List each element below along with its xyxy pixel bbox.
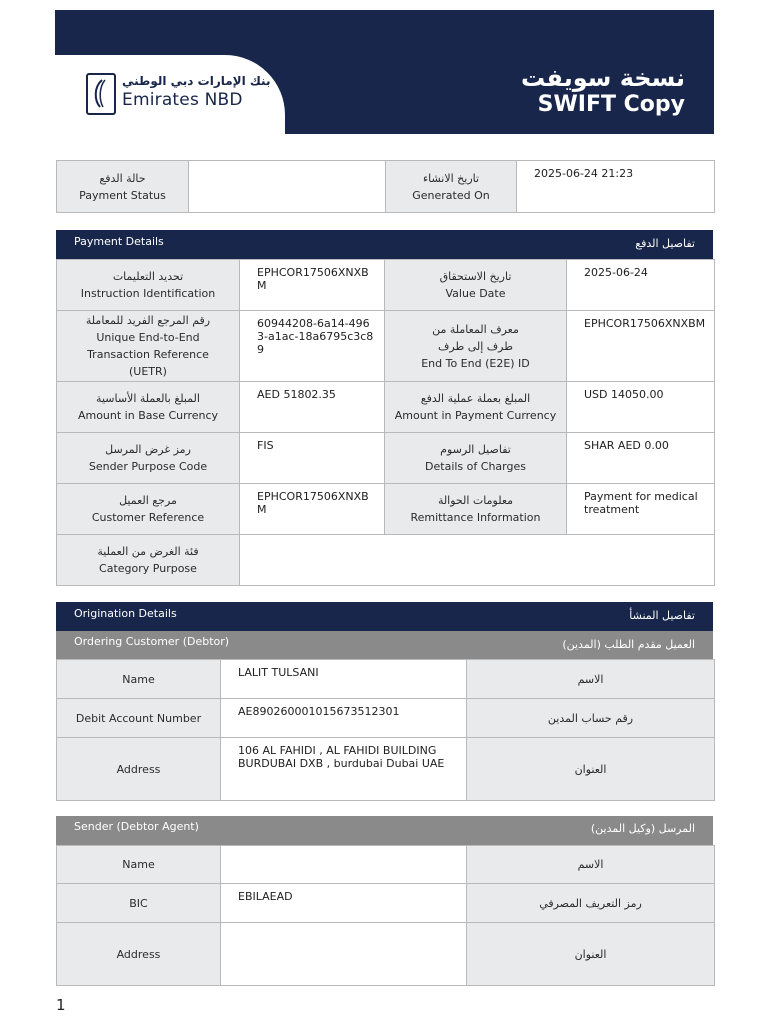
- status-table: [56, 160, 715, 213]
- payment-status-label: حالة الدفع Payment Status: [57, 161, 189, 213]
- section-title-english: Origination Details: [74, 607, 177, 620]
- origination-details-header: [56, 602, 713, 631]
- table-row: [57, 382, 715, 433]
- field-label: تحديد التعليمات Instruction Identification: [57, 260, 240, 311]
- field-label: Address: [57, 738, 221, 801]
- field-label-arabic: العنوان: [467, 738, 715, 801]
- bank-logo-icon: [86, 73, 116, 115]
- field-label: Name: [57, 660, 221, 699]
- field-value: FIS: [240, 433, 385, 484]
- field-value: AE890260001015673512301: [221, 699, 467, 738]
- table-row: [57, 433, 715, 484]
- table-row: [57, 923, 715, 986]
- table-row: [57, 699, 715, 738]
- debtor-agent-table: [56, 845, 715, 986]
- field-value: Payment for medical treatment: [567, 484, 715, 535]
- field-label-arabic: الاسم: [467, 846, 715, 884]
- table-row: [57, 484, 715, 535]
- payment-details-header: [56, 230, 713, 259]
- table-row: [57, 846, 715, 884]
- field-label: Name: [57, 846, 221, 884]
- field-value: [221, 923, 467, 986]
- section-title-english: Payment Details: [74, 235, 164, 248]
- subsection-title-arabic: المرسل (وكيل المدين): [590, 822, 695, 835]
- generated-on-value: 2025-06-24 21:23: [517, 161, 715, 213]
- field-value: 106 AL FAHIDI , AL FAHIDI BUILDING BURDUBAI DXB , burdubai Dubai UAE: [221, 738, 467, 801]
- table-row: [57, 535, 715, 586]
- field-value: 60944208-6a14-4963-a1ac-18a6795c3c89: [240, 311, 385, 382]
- bank-name-arabic: بنك الإمارات دبي الوطني: [122, 74, 271, 88]
- field-label: مرجع العميل Customer Reference: [57, 484, 240, 535]
- field-value: EBILAEAD: [221, 884, 467, 923]
- debtor-subheader: [56, 631, 713, 659]
- subsection-title-english: Ordering Customer (Debtor): [74, 635, 230, 648]
- field-value: LALIT TULSANI: [221, 660, 467, 699]
- bank-name-english: Emirates NBD: [122, 90, 243, 110]
- field-value: [221, 846, 467, 884]
- debtor-agent-header: [56, 816, 713, 845]
- debtor-table: [56, 659, 715, 801]
- field-label: معلومات الحوالة Remittance Information: [385, 484, 567, 535]
- field-label: Debit Account Number: [57, 699, 221, 738]
- document-title-arabic: نسخة سويفت: [521, 64, 685, 92]
- field-value: SHAR AED 0.00: [567, 433, 715, 484]
- field-label-arabic: رمز التعريف المصرفي: [467, 884, 715, 923]
- document-title-english: SWIFT Copy: [537, 92, 685, 117]
- field-label-arabic: العنوان: [467, 923, 715, 986]
- field-value: USD 14050.00: [567, 382, 715, 433]
- payment-status-value: [189, 161, 386, 213]
- field-label-arabic: الاسم: [467, 660, 715, 699]
- section-title-arabic: تفاصيل المنشأ: [629, 609, 695, 622]
- section-title-arabic: تفاصيل الدفع: [635, 237, 695, 250]
- field-value: EPHCOR17506XNXBM: [567, 311, 715, 382]
- field-label: تاريخ الاستحقاق Value Date: [385, 260, 567, 311]
- table-row: [57, 884, 715, 923]
- field-label: معرف المعاملة من طرف إلى طرف End To End (E2E) ID: [385, 311, 567, 382]
- field-label: رقم المرجع الفريد للمعاملة Unique End-to-End Transaction Reference (UETR): [57, 311, 240, 382]
- field-value: 2025-06-24: [567, 260, 715, 311]
- field-label: BIC: [57, 884, 221, 923]
- generated-on-label: تاريخ الانشاء Generated On: [386, 161, 517, 213]
- subsection-title-english: Sender (Debtor Agent): [74, 820, 199, 833]
- field-label-arabic: رقم حساب المدين: [467, 699, 715, 738]
- page-number: 1: [56, 996, 66, 1014]
- table-row: [57, 260, 715, 311]
- field-value: EPHCOR17506XNXB M: [240, 260, 385, 311]
- table-row: [57, 311, 715, 382]
- field-value: AED 51802.35: [240, 382, 385, 433]
- table-row: [57, 660, 715, 699]
- field-label: رمز غرض المرسل Sender Purpose Code: [57, 433, 240, 484]
- field-value: EPHCOR17506XNXB M: [240, 484, 385, 535]
- field-label: المبلغ بالعملة الأساسية Amount in Base Currency: [57, 382, 240, 433]
- field-label: فئة الغرض من العملية Category Purpose: [57, 535, 240, 586]
- subsection-title-arabic: العميل مقدم الطلب (المدين): [562, 638, 695, 651]
- table-row: [57, 738, 715, 801]
- field-value: [240, 535, 715, 586]
- field-label: تفاصيل الرسوم Details of Charges: [385, 433, 567, 484]
- field-label: Address: [57, 923, 221, 986]
- payment-details-table: [56, 259, 715, 586]
- field-label: المبلغ بعملة عملية الدفع Amount in Payment Currency: [385, 382, 567, 433]
